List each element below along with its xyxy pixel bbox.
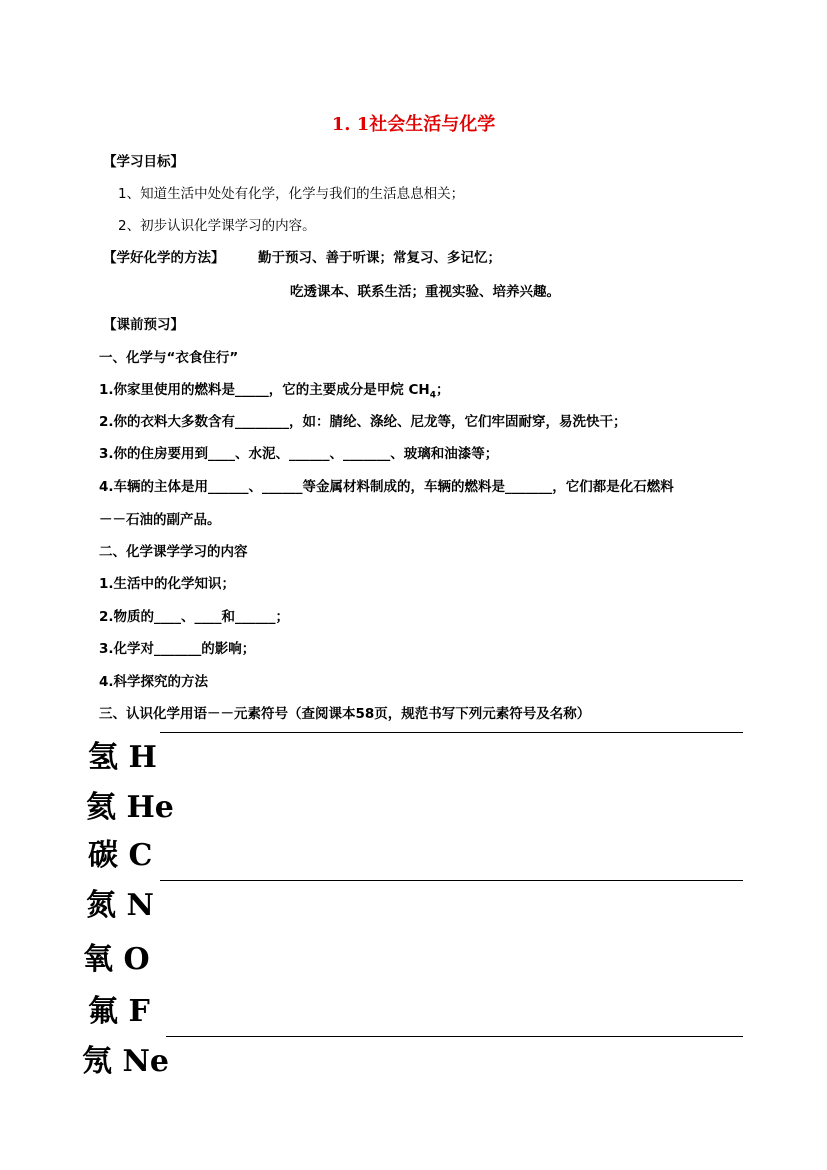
section-2-item-1: 1.生活中的化学知识； [99, 576, 236, 592]
question-1 [99, 378, 449, 401]
preview-heading: 【课前预习】 [103, 317, 184, 333]
page-title: 1. 1社会生活与化学 [331, 114, 496, 135]
section-2-item-4: 4.科学探究的方法 [99, 674, 209, 690]
element-nitrogen: 氮 N [86, 888, 154, 923]
element-neon: 氖 Ne [82, 1044, 169, 1079]
element-fluorine: 氟 F [88, 994, 150, 1029]
element-hydrogen: 氢 H [88, 740, 157, 775]
question-1-subscript: 4 [429, 390, 436, 401]
goal-item-2: 2、初步认识化学课学习的内容。 [118, 218, 316, 234]
methods-line-2: 吃透课本、联系生活；重视实验、培养兴趣。 [290, 284, 560, 300]
writing-line-3 [166, 1036, 743, 1037]
goal-item-1: 1、知道生活中处处有化学，化学与我们的生活息息相关； [118, 186, 465, 202]
goals-heading: 【学习目标】 [103, 154, 184, 170]
section-1-heading: 一、化学与“衣食住行” [99, 350, 239, 366]
section-2-item-3: 3.化学对_______的影响； [99, 641, 256, 657]
question-4-line-2: －－石油的副产品。 [99, 512, 221, 528]
question-1-end: ； [435, 382, 450, 398]
methods-line-1: 勤于预习、善于听课；常复习、多记忆； [258, 250, 501, 266]
question-4-line-1: 4.车辆的主体是用______、______等金属材料制成的，车辆的燃料是_______，它们都是化石燃料 [99, 479, 674, 495]
question-2: 2.你的衣料大多数含有________，如：腈纶、涤纶、尼龙等，它们牢固耐穿，易洗快干； [99, 414, 627, 430]
section-2-item-2: 2.物质的____、____和______； [99, 609, 290, 625]
section-2-heading: 二、化学课学学习的内容 [99, 544, 248, 560]
writing-line-2 [160, 880, 743, 881]
methods-heading: 【学好化学的方法】 [103, 250, 225, 266]
element-helium: 氦 He [86, 790, 174, 825]
question-3: 3.你的住房要用到____、水泥、______、_______、玻璃和油漆等； [99, 446, 499, 462]
element-oxygen: 氧 O [83, 942, 150, 977]
element-carbon: 碳 C [88, 838, 153, 873]
writing-line-1 [160, 732, 743, 733]
section-3-heading: 三、认识化学用语－－元素符号（查阅课本58页，规范书写下列元素符号及名称） [99, 706, 591, 722]
question-1-text: 1.你家里使用的燃料是_____，它的主要成分是甲烷 CH [99, 382, 430, 398]
